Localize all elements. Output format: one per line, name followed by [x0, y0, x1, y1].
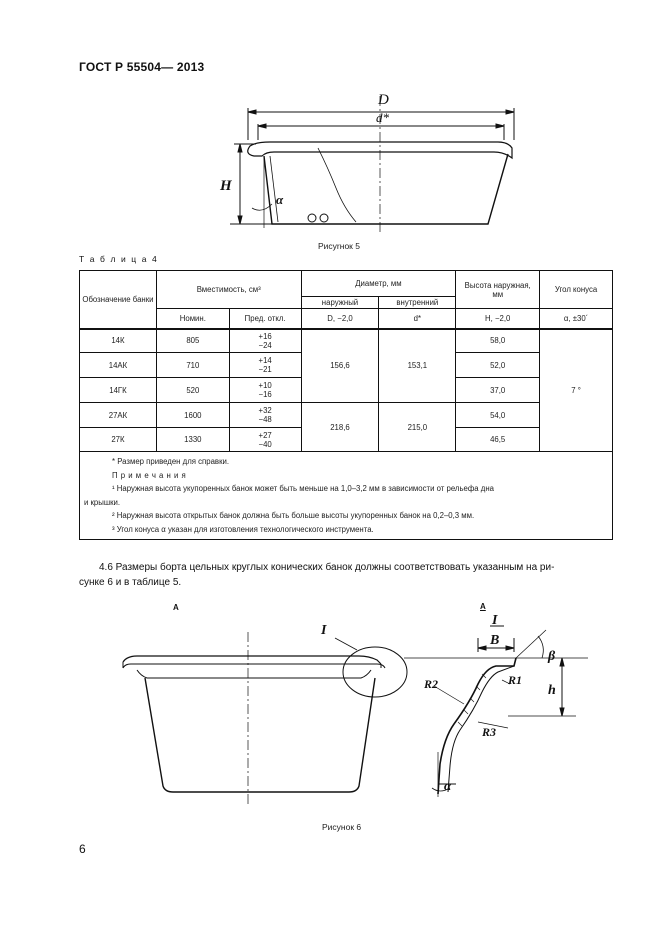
note-3: ³ Угол конуса α указан для изготовления технологического инструмента. — [112, 524, 374, 534]
th-pred-otkl: Пред. откл. — [229, 309, 301, 329]
figure-6-caption: Рисунок 6 — [322, 822, 362, 832]
paragraph-line-2: сунке 6 и в таблице 5. — [79, 577, 182, 588]
note-2: ² Наружная высота открытых банок должна быть больше высоты укупоренных банок на 0,2–0,3 мм. — [112, 511, 475, 520]
fig6-label-R1: R1 — [508, 673, 523, 687]
note-1-continued: и крышки. — [84, 497, 121, 507]
cell-name: 27АК — [80, 403, 157, 428]
figure-6-view-label-left: А — [173, 603, 179, 612]
cell-nominal: 520 — [156, 378, 229, 403]
fig6-label-B: B — [490, 633, 500, 648]
th-nominal: Номин. — [156, 309, 229, 329]
cell-tolerance: +16 −24 — [229, 329, 301, 353]
cell-name: 14АК — [80, 353, 157, 378]
note-1: ¹ Наружная высота укупоренных банок может быть меньше на 1,0–3,2 мм в зависимости от рельефа дна — [112, 484, 494, 493]
cell-tolerance: +14 −21 — [229, 353, 301, 378]
cell-name: 14К — [80, 329, 157, 353]
figure-5-drawing — [200, 88, 530, 238]
figure-5-caption: Рисуrнок 5 — [318, 241, 360, 251]
notes-heading: П р и м е ч а н и я — [112, 470, 187, 480]
figure-6-view-label-right: А — [480, 602, 486, 611]
th-angle: Угол конуса — [540, 271, 613, 309]
fig6-label-R3: R3 — [482, 725, 497, 739]
table-row — [80, 329, 613, 353]
cell-tolerance: +10 −16 — [229, 378, 301, 403]
cell-height: 54,0 — [456, 403, 540, 428]
cell-nominal: 1330 — [156, 428, 229, 452]
th-inner: внутренний — [379, 297, 456, 309]
fig5-label-D: D — [378, 92, 389, 108]
paragraph-line-1: 4.6 Размеры борта цельных круглых конических банок должны соответствовать указанным на ри- — [99, 562, 555, 573]
table-notes — [80, 452, 613, 540]
cell-inner-diameter: 153,1 — [379, 329, 456, 403]
th-outer-tol: D, −2,0 — [301, 309, 379, 329]
fig6-label-alpha: α — [444, 778, 452, 793]
cell-nominal: 1600 — [156, 403, 229, 428]
document-header: ГОСТ Р 55504— 2013 — [79, 60, 205, 74]
cell-inner-diameter: 215,0 — [379, 403, 456, 452]
fig6-label-I-right: I — [492, 613, 498, 628]
cell-outer-diameter: 218,6 — [301, 403, 379, 452]
table-4-title: Т а б л и ц а 4 — [79, 254, 159, 264]
figure-6-detail-drawing — [398, 612, 588, 802]
cell-outer-diameter: 156,6 — [301, 329, 379, 403]
page-number: 6 — [79, 842, 86, 856]
fig5-label-d: d* — [376, 110, 389, 125]
th-angle-tol: α, ±30´ — [540, 309, 613, 329]
cell-height: 52,0 — [456, 353, 540, 378]
fig5-label-H: H — [220, 178, 232, 194]
paragraph-4-6 — [79, 560, 613, 590]
fig5-label-alpha: α — [276, 192, 284, 207]
th-outer: наружный — [301, 297, 379, 309]
cell-height: 46,5 — [456, 428, 540, 452]
fig6-label-h: h — [548, 683, 556, 698]
cell-name: 14ГК — [80, 378, 157, 403]
cell-nominal: 710 — [156, 353, 229, 378]
fig6-label-R2: R2 — [424, 677, 439, 691]
cell-height: 37,0 — [456, 378, 540, 403]
th-height: Высота наружная, мм — [456, 271, 540, 309]
fig6-label-beta: β — [548, 649, 556, 664]
cell-tolerance: +27 −40 — [229, 428, 301, 452]
cell-nominal: 805 — [156, 329, 229, 353]
cell-height: 58,0 — [456, 329, 540, 353]
table-row — [80, 403, 613, 428]
figure-6-can-drawing — [115, 612, 415, 812]
th-height-tol: H, −2,0 — [456, 309, 540, 329]
cell-angle: 7 ° — [540, 329, 613, 452]
fig6-label-I-left: I — [321, 623, 327, 638]
note-star: * Размер приведен для справки. — [112, 457, 230, 466]
cell-name: 27К — [80, 428, 157, 452]
th-diameter: Диаметр, мм — [301, 271, 456, 297]
th-designation: Обозначение банки — [80, 271, 157, 329]
cell-tolerance: +32 −48 — [229, 403, 301, 428]
th-inner-sym: d* — [379, 309, 456, 329]
th-capacity: Вместимость, см³ — [156, 271, 301, 309]
table-4 — [79, 270, 613, 540]
